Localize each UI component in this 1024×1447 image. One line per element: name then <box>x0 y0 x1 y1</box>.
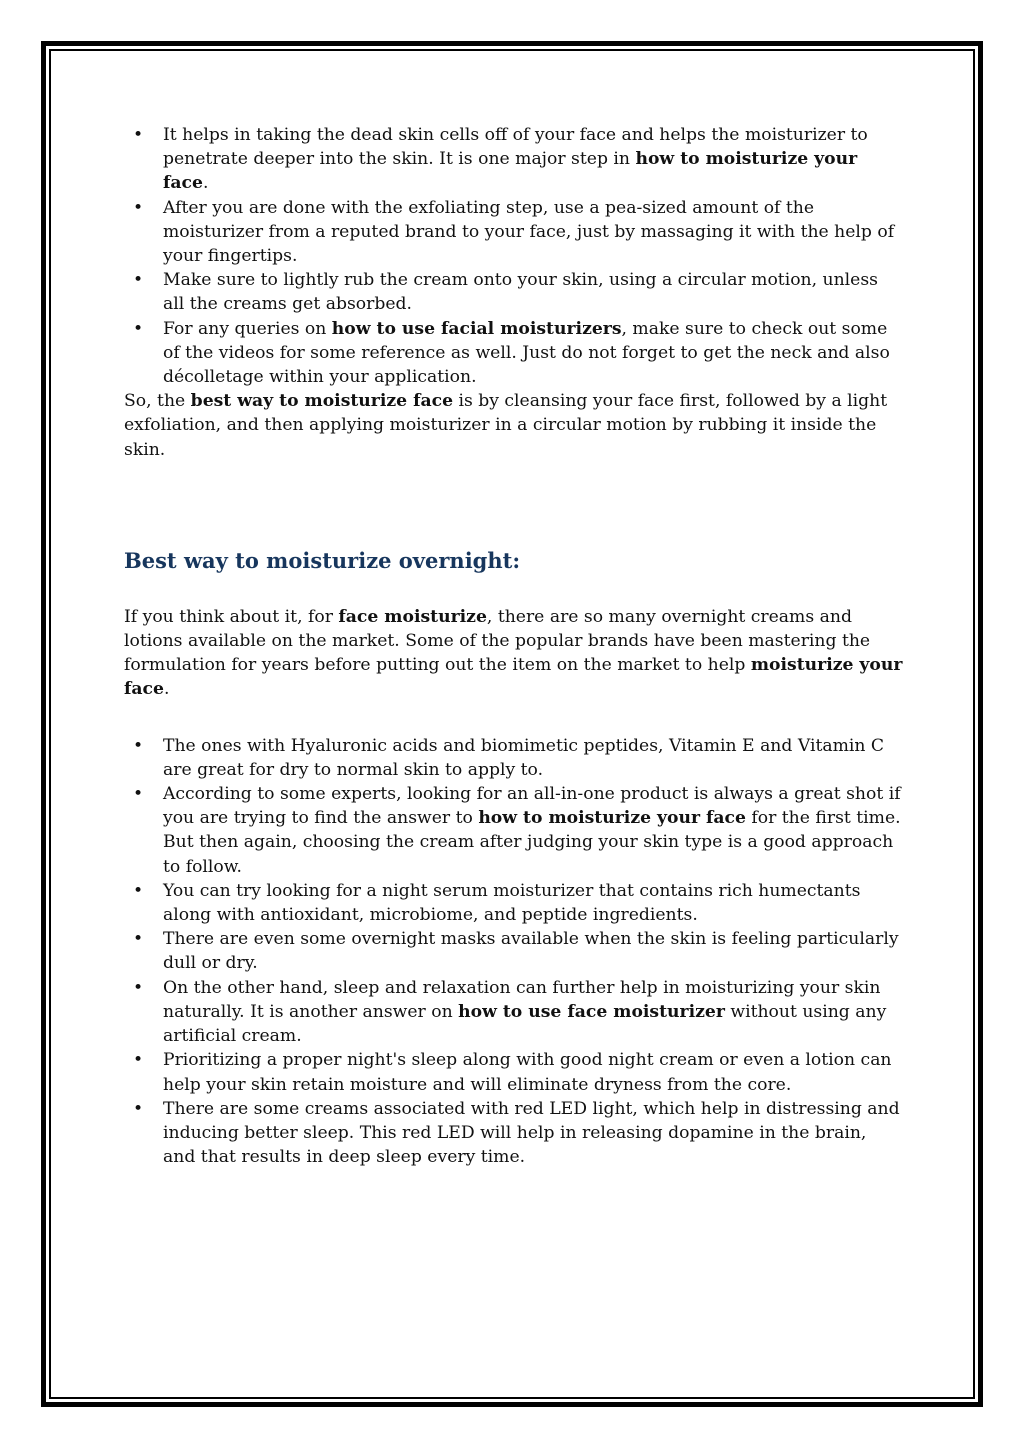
bullet-icon: • <box>133 270 144 291</box>
bold-phrase: how to moisturize your face <box>163 149 858 194</box>
list-item-text <box>163 784 901 877</box>
list-item-text <box>163 929 899 973</box>
document-body <box>124 123 904 1169</box>
list-item-text <box>163 1050 892 1094</box>
bold-phrase: how to moisturize your face <box>478 808 746 829</box>
text-run: , there are so many overnight creams and lotions available on the market. Some of the popular brands have been mastering the formulation for years before putting out the item on the market to help <box>124 606 871 676</box>
text-run: . <box>163 679 170 700</box>
bold-phrase: face moisturize <box>338 606 487 627</box>
text-run: It helps in taking the dead skin cells off of your face and helps the moisturizer to penetrate deeper into the skin. It is one major step in <box>163 125 868 170</box>
list-item-text <box>163 978 886 1046</box>
text-run: without using any artificial cream. <box>163 1001 887 1047</box>
section-heading: Best way to moisturize overnight: <box>124 547 521 573</box>
text-run: is by cleansing your face first, followed by a light exfoliation, and then applying moisturizer in a circular motion by rubbing it inside the skin. <box>124 391 888 460</box>
overnight-tips-list <box>124 734 904 1170</box>
intro-paragraph <box>124 605 904 702</box>
bullet-icon: • <box>133 1098 144 1119</box>
bullet-icon: • <box>133 735 144 756</box>
bullet-icon: • <box>133 197 144 218</box>
list-item <box>133 317 904 390</box>
bold-phrase: moisturize your face <box>124 655 903 700</box>
list-item <box>133 1097 904 1170</box>
bullet-icon: • <box>133 880 144 901</box>
list-item <box>133 123 904 196</box>
text-run: Make sure to lightly rub the cream onto your skin, using a circular motion, unless all the creams get absorbed. <box>163 270 878 315</box>
bullet-icon: • <box>133 1050 144 1071</box>
text-run: Prioritizing a proper night's sleep along with good night cream or even a lotion can help your skin retain moisture and will eliminate dryness from the core. <box>163 1050 892 1095</box>
bold-phrase: how to use facial moisturizers <box>331 318 622 339</box>
list-item-text <box>163 881 860 925</box>
bullet-icon: • <box>133 977 144 998</box>
list-item <box>133 1048 904 1096</box>
text-run: There are even some overnight masks available when the skin is feeling particularly dull or dry. <box>163 929 899 974</box>
text-run: After you are done with the exfoliating step, use a pea-sized amount of the moisturizer from a reputed brand to your face, just by massaging it with the help of your fingertips. <box>163 197 895 267</box>
bold-phrase: best way to moisturize face <box>190 391 453 412</box>
list-item <box>133 734 904 782</box>
text-run: You can try looking for a night serum moisturizer that contains rich humectants along with antioxidant, microbiome, and peptide ingredients. <box>163 880 861 926</box>
bullet-icon: • <box>133 318 144 339</box>
list-item-text <box>163 270 878 314</box>
text-run: for the first time. But then again, choosing the cream after judging your skin type is a good approach to follow. <box>163 808 901 877</box>
bullet-icon: • <box>133 125 144 145</box>
list-item-text <box>163 736 884 780</box>
list-item <box>133 927 904 975</box>
list-item <box>133 782 904 879</box>
text-run: The ones with Hyaluronic acids and biomimetic peptides, Vitamin E and Vitamin C are great for dry to normal skin to apply to. <box>163 735 885 780</box>
text-run: According to some experts, looking for an all-in-one product is always a great shot if you are trying to find the answer to <box>163 784 901 829</box>
list-item-text <box>163 319 890 387</box>
list-item-text <box>163 198 894 266</box>
text-run: . <box>202 173 209 194</box>
list-item-text <box>163 125 868 193</box>
text-run: There are some creams associated with red LED light, which help in distressing and inducing better sleep. This red LED will help in releasing dopamine in the brain, and that results in deep sleep every time. <box>163 1098 900 1168</box>
exfoliation-steps-list <box>124 123 904 389</box>
bold-phrase: how to use face moisturizer <box>458 1001 725 1022</box>
text-run: , make sure to check out some of the videos for some reference as well. Just do not forget to get the neck and also décolletage within your application. <box>163 318 890 388</box>
text-run: For any queries on <box>163 318 332 339</box>
list-item <box>133 976 904 1049</box>
list-item <box>133 268 904 316</box>
bullet-icon: • <box>133 929 144 950</box>
list-item-text <box>163 1099 900 1167</box>
summary-paragraph <box>124 389 904 462</box>
text-run: On the other hand, sleep and relaxation can further help in moisturizing your skin naturally. It is another answer on <box>163 977 881 1022</box>
bullet-icon: • <box>133 784 144 805</box>
list-item <box>133 879 904 927</box>
text-run: If you think about it, for <box>124 606 339 627</box>
text-run: So, the <box>124 391 191 412</box>
list-item <box>133 196 904 269</box>
